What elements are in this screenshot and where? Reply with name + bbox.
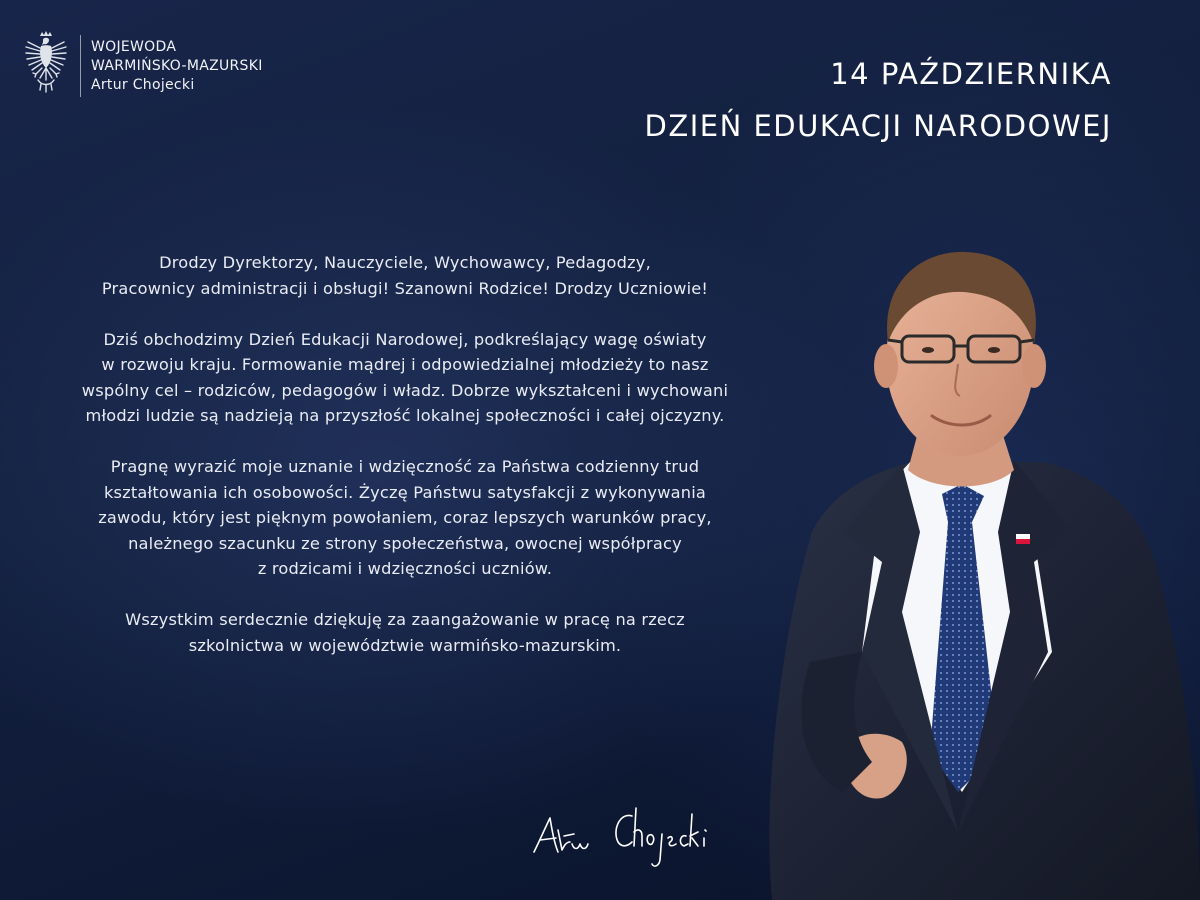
letter-line: młodzi ludzie są nadzieją na przyszłość lokalnej społeczności i całej ojczyzny. (85, 406, 725, 425)
letter-line: Dziś obchodzimy Dzień Edukacji Narodowej, podkreślający wagę oświaty (103, 329, 707, 349)
page-title (645, 54, 1113, 146)
letter-line: w rozwoju kraju. Formowanie mądrej i odpowiedzialnej młodzieży to nasz (101, 355, 709, 374)
voivode-logo (24, 28, 263, 104)
letter-line: Wszystkim serdecznie dziękuję za zaangażowanie w pracę na rzecz (125, 610, 685, 629)
letter-line: Pragnę wyrazić moje uznanie i wdzięczność za Państwa codzienny trud (110, 457, 700, 476)
letter-line: wspólny cel – rodziców, pedagogów i władz. Dobrze wykształceni i wychowani (81, 380, 729, 400)
title-date: 14 PAŹDZIERNIKA (830, 57, 1112, 91)
letter-body (20, 250, 790, 684)
eagle-emblem-icon (24, 28, 68, 104)
logo-line-office: WOJEWODA (91, 38, 177, 55)
letter-line: Pracownicy administracji i obsługi! Szanowni Rodzice! Drodzy Uczniowie! (101, 278, 709, 298)
letter-paragraph-1 (20, 327, 790, 429)
letter-line: zawodu, który jest pięknym powołaniem, coraz lepszych warunków pracy, (98, 508, 712, 527)
head (874, 252, 1046, 456)
letter-line: szkolnictwa w województwie warmińsko-mazurskim. (188, 635, 622, 655)
logo-divider (80, 35, 81, 97)
portrait-photo (752, 232, 1200, 900)
handwritten-signature (528, 790, 728, 880)
letter-line: z rodzicami i wdzięczności uczniów. (257, 559, 553, 578)
letter-line: należnego szacunku ze strony społeczeństwa, owocnej współpracy (128, 533, 682, 553)
letter-paragraph-3 (20, 607, 790, 658)
flag-pin-icon (1016, 534, 1030, 544)
letter-paragraph-2 (20, 454, 790, 582)
logo-line-name: Artur Chojecki (91, 76, 195, 93)
logo-line-region: WARMIŃSKO-MAZURSKI (91, 57, 263, 74)
title-occasion: DZIEŃ EDUKACJI NARODOWEJ (644, 109, 1112, 143)
logo-text (91, 38, 263, 95)
letter-line: Drodzy Dyrektorzy, Nauczyciele, Wychowawcy, Pedagodzy, (159, 253, 651, 272)
letter-greeting (20, 250, 790, 301)
letter-line: kształtowania ich osobowości. Życzę Państwu satysfakcji z wykonywania (103, 482, 707, 502)
